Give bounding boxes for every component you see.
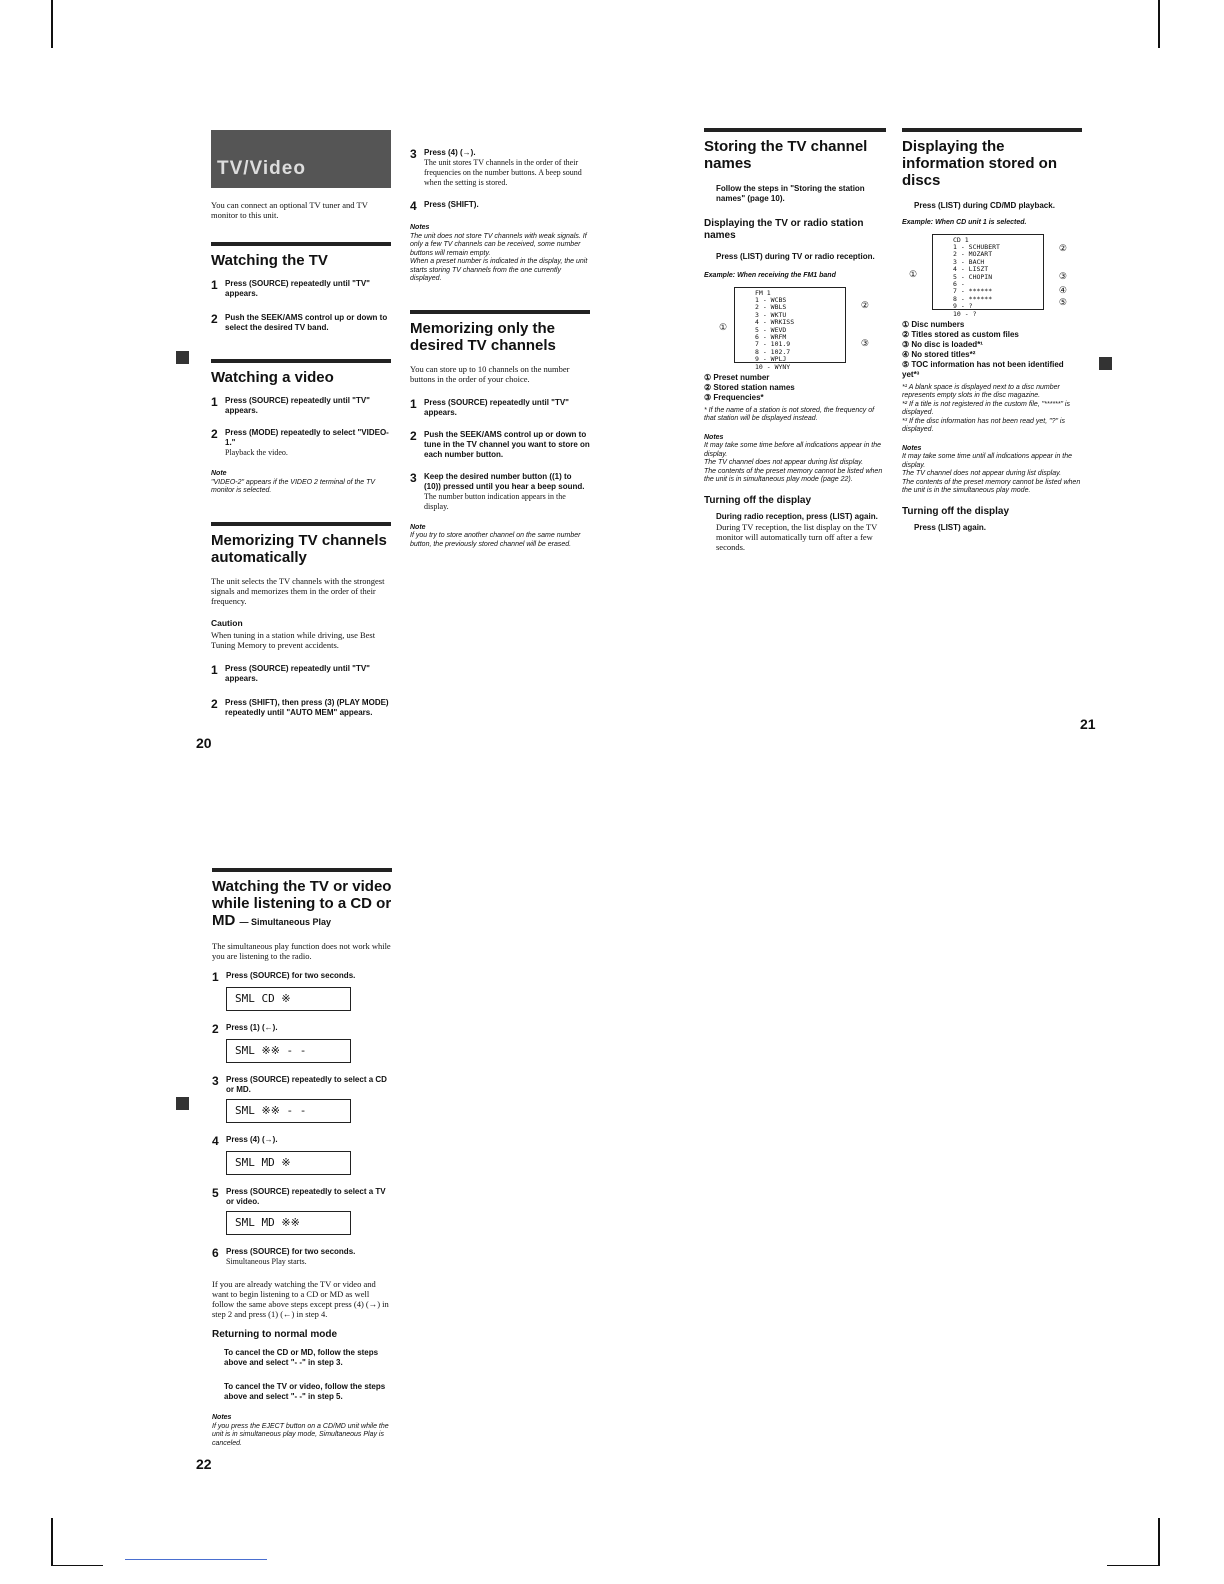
body-text: Follow the steps in "Storing the station names" (page 10). <box>716 184 865 203</box>
heading-watch-video: Watching a video <box>211 369 334 386</box>
step: 3 Keep the desired number button ((1) to (10)) pressed until you hear a beep sound. The number button indication appears in the display. <box>410 470 585 511</box>
rule <box>212 868 392 872</box>
step: 2 Push the SEEK/AMS control up or down to tune in the TV channel you want to store on each number button. <box>410 428 590 459</box>
notes: Notes It may take some time until all indications appear in the display. The TV channel does not appear during list display. The contents of the preset memory cannot be listed when the unit is in the simultaneous play mode. <box>902 444 1081 494</box>
footnotes: *¹ A blank space is displayed next to a disc number represents empty slots in the disc magazine. *² If a title is not registered in the custom file, "******" is displayed. *³ If the disc information has not been read yet, "?" is displayed. <box>902 383 1070 433</box>
subheading-returning: Returning to normal mode <box>212 1329 337 1340</box>
step: 2 Press (MODE) repeatedly to select "VIDEO-1." Playback the video. <box>211 427 389 457</box>
step: 1 Press (SOURCE) repeatedly until "TV" appears. <box>211 395 370 415</box>
crop-mark-bottom-left <box>51 1518 53 1566</box>
legend: ① Preset number ② Stored station names ③ Frequencies* <box>704 372 795 402</box>
lcd-display: SML ※※ - - <box>226 1099 351 1123</box>
turning-off-plain: During TV reception, the list display on the TV monitor will automatically turn off after a few seconds. <box>716 521 878 552</box>
step: 1 Press (SOURCE) for two seconds. <box>212 970 356 984</box>
cd-list-diagram: CD 1 1 - SCHUBERT 2 - MOZART 3 - BACH 4 - LISZT 5 - CHOPIN 6 - 7 - ****** 8 - ****** 9 - ? 10 - ? ① ② ③ ④ ⑤ <box>909 235 1067 318</box>
heading-discs: Displaying the information stored on discs <box>902 138 1057 189</box>
lcd-display: SML MD ※※ <box>226 1211 351 1235</box>
body-text: If you are already watching the TV or video and want to begin listening to a CD or MD as well follow the same above steps except press (4) (→) in step 2 and press (1) (←) in step 4. <box>212 1279 389 1319</box>
callout-3: ③ <box>860 337 869 348</box>
step: 4 Press (SHIFT). <box>410 199 479 213</box>
step: 1 Press (SOURCE) repeatedly until "TV" appears. <box>211 662 370 683</box>
heading-memorize-desired: Memorizing only the desired TV channels <box>410 319 556 354</box>
turning-off-text: During radio reception, press (LIST) again. <box>716 511 878 521</box>
column-3 <box>704 128 886 552</box>
instruction: Press (LIST) during TV or radio reception. <box>716 252 875 261</box>
column-4 <box>902 128 1082 533</box>
rule <box>902 128 1082 132</box>
heading-memorize-auto: Memorizing TV channels automatically <box>211 531 387 566</box>
step: 3 Press (SOURCE) repeatedly to select a CD or MD. <box>212 1074 387 1094</box>
note: Note "VIDEO-2" appears if the VIDEO 2 terminal of the TV monitor is selected. <box>211 470 376 494</box>
column-page-22 <box>212 868 392 1448</box>
body-text: You can store up to 10 channels on the number buttons in the order of your choice. <box>410 363 570 384</box>
step: 3 Press (4) (→). The unit stores TV channels in the order of their frequencies on the number buttons. A beep sound when the setting is stored. <box>410 147 582 187</box>
lcd-display: SML ※※ - - <box>226 1039 351 1063</box>
subheading-display-names: Displaying the TV or radio station names <box>704 218 864 241</box>
rule <box>211 522 391 526</box>
crop-mark-bottom-line-right <box>1107 1565 1159 1566</box>
instruction: Press (LIST) during CD/MD playback. <box>914 201 1055 210</box>
step: 1 Press (SOURCE) repeatedly until "TV" appears. <box>211 278 370 298</box>
returning-text-2: To cancel the TV or video, follow the steps above and select "- -" in step 5. <box>224 1382 386 1401</box>
lcd-display: SML MD ※ <box>226 1151 351 1175</box>
notes: Notes If you press the EJECT button on a CD/MD unit while the unit is in simultaneous play mode, Simultaneous Play is canceled. <box>212 1414 389 1447</box>
example-caption: Example: When CD unit 1 is selected. <box>902 219 1027 226</box>
step: 2 Push the SEEK/AMS control up or down to select the desired TV band. <box>211 312 388 332</box>
rule <box>211 242 391 246</box>
callout-5: ⑤ <box>1058 296 1067 307</box>
subheading-turning-off: Turning off the display <box>902 505 1010 517</box>
notes: Notes The unit does not store TV channels with weak signals. If only a few TV channels can be received, some number buttons will remain empty. When a preset number is indicated in the display, the unit starts storing TV channels from the one currently displayed. <box>410 224 588 282</box>
callout-1: ① <box>719 321 728 332</box>
subheading-turning-off: Turning off the display <box>704 494 812 506</box>
callout-3: ③ <box>1058 270 1067 281</box>
page-marker <box>176 1097 189 1110</box>
crop-mark-bottom-line <box>51 1565 103 1566</box>
page-number-20: 20 <box>196 735 212 751</box>
crop-mark-top-right <box>1158 0 1160 48</box>
section-header-box <box>211 130 391 188</box>
crop-mark-top-left <box>51 0 53 48</box>
column-2 <box>410 148 590 549</box>
step: 2 Press (1) (←). <box>212 1022 278 1036</box>
step: 5 Press (SOURCE) repeatedly to select a TV or video. <box>212 1186 386 1206</box>
turning-off-text: Press (LIST) again. <box>914 522 987 532</box>
step: 2 Press (SHIFT), then press (3) (PLAY MODE) repeatedly until "AUTO MEM" appears. <box>211 696 389 717</box>
section-header-label: TV/Video <box>217 158 306 179</box>
crop-mark-bottom-right <box>1158 1518 1160 1566</box>
page-number-22: 22 <box>196 1456 212 1472</box>
lcd-display: SML CD ※ <box>226 987 351 1011</box>
legend: ① Disc numbers ② Titles stored as custom files ③ No disc is loaded*¹ ④ No stored titles*² ⑤ TOC information has not been identified yet*³ <box>902 319 1064 379</box>
step: 6 Press (SOURCE) for two seconds. Simultaneous Play starts. <box>212 1246 356 1266</box>
fm1-list-diagram: FM 1 1 - WCBS 2 - WBLS 3 - WKTU 4 - WRKISS 5 - WEVD 6 - WRFM 7 - 101.9 8 - 102.7 9 - WPLJ 10 - WYNY ① ② ③ <box>719 288 869 371</box>
callout-1: ① <box>909 268 918 279</box>
step: 1 Press (SOURCE) repeatedly until "TV" appears. <box>410 396 569 417</box>
rule <box>704 128 886 132</box>
page-marker <box>176 351 189 364</box>
link-underline <box>125 1559 267 1560</box>
rule <box>211 359 391 363</box>
notes: Notes It may take some time before all indications appear in the display. The TV channel does not appear during list display. The contents of the preset memory cannot be listed when the unit is in simultaneous play mode (page 22). <box>704 433 883 483</box>
page-marker <box>1099 357 1112 370</box>
callout-4: ④ <box>1058 284 1067 295</box>
step: 4 Press (4) (→). <box>212 1134 278 1148</box>
returning-text-1: To cancel the CD or MD, follow the steps above and select "- -" in step 3. <box>224 1348 379 1367</box>
rule <box>410 310 590 314</box>
callout-2: ② <box>1058 242 1067 253</box>
example-caption: Example: When receiving the FM1 band <box>704 272 836 279</box>
body-text: The simultaneous play function does not work while you are listening to the radio. <box>212 941 391 961</box>
heading-storing: Storing the TV channel names <box>704 138 868 172</box>
heading-watch-tv: Watching the TV <box>211 252 328 269</box>
note: Note If you try to store another channel on the same number button, the previously stored channel will be erased. <box>410 523 581 548</box>
caution-text: When tuning in a station while driving, use Best Tuning Memory to prevent accidents. <box>211 629 376 650</box>
footnote: * If the name of a station is not stored, the frequency of that station will be displayed instead. <box>704 406 875 422</box>
intro-text: You can connect an optional TV tuner and TV monitor to this unit. <box>211 200 368 220</box>
heading-simultaneous: Watching the TV or video while listening to a CD or MD — Simultaneous Play <box>212 878 392 929</box>
callout-2: ② <box>860 299 869 310</box>
page-number-21: 21 <box>1080 716 1096 732</box>
caution-label: Caution <box>211 617 243 628</box>
column-1 <box>211 130 391 718</box>
body-text: The unit selects the TV channels with the strongest signals and memorizes them in the order of their frequency. <box>211 575 385 606</box>
